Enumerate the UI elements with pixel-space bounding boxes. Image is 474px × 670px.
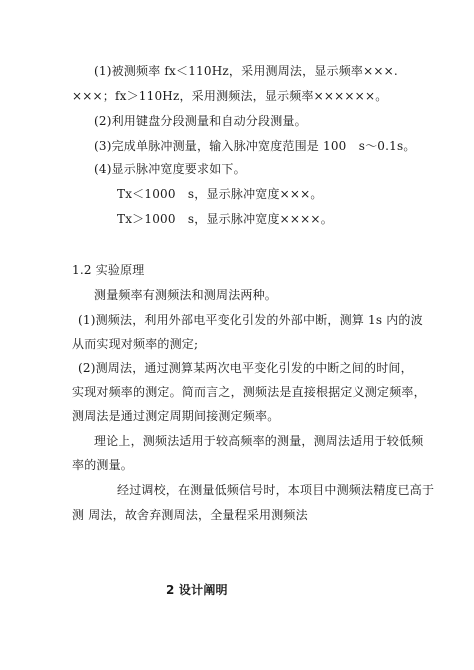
para4-line1: 经过调校，在测量低频信号时，本项目中测频法精度已高于 (117, 483, 435, 497)
requirement-4: (4)显示脉冲宽度要求如下。 (94, 162, 246, 176)
requirement-1a: (1)被测频率 fx＜110Hz，采用测周法，显示频率×××. (94, 64, 398, 78)
para2-line2: 实现对频率的测定。简而言之，测频法是直接根据定义测定频率， (72, 385, 426, 399)
para3-line1: 理论上，测频法适用于较高频率的测量，测周法适用于较低频 (94, 434, 424, 448)
para1-line2: 从而实现对频率的测定; (72, 337, 199, 351)
requirement-1b: ×××；fx＞110Hz，采用测频法，显示频率××××××。 (72, 89, 388, 103)
para3-line2: 率的测量。 (72, 458, 134, 472)
requirement-2: (2)利用键盘分段测量和自动分段测量。 (94, 114, 307, 128)
para4-line2: 测 周法，故舍弃测周法，全量程采用测频法 (72, 508, 308, 522)
para2-line1: (2)测周法，通过测算某两次电平变化引发的中断之间的时间， (78, 361, 413, 375)
section-title: 1.2 实验原理 (72, 263, 145, 277)
intro-text: 测量频率有测频法和测周法两种。 (94, 288, 278, 302)
requirement-3: (3)完成单脉冲测量，输入脉冲宽度范围是 100 s～0.1s。 (94, 139, 416, 153)
para2-line3: 测周法是通过测定周期间接测定频率。 (72, 409, 280, 423)
para1-line1: (1)测频法，利用外部电平变化引发的外部中断，测算 1s 内的波 (78, 313, 423, 327)
requirement-4-case-b: Tx＞1000 s，显示脉冲宽度××××。 (117, 212, 333, 226)
chapter-title: 2 设计阐明 (166, 583, 228, 597)
requirement-4-case-a: Tx＜1000 s，显示脉冲宽度×××。 (117, 187, 323, 201)
